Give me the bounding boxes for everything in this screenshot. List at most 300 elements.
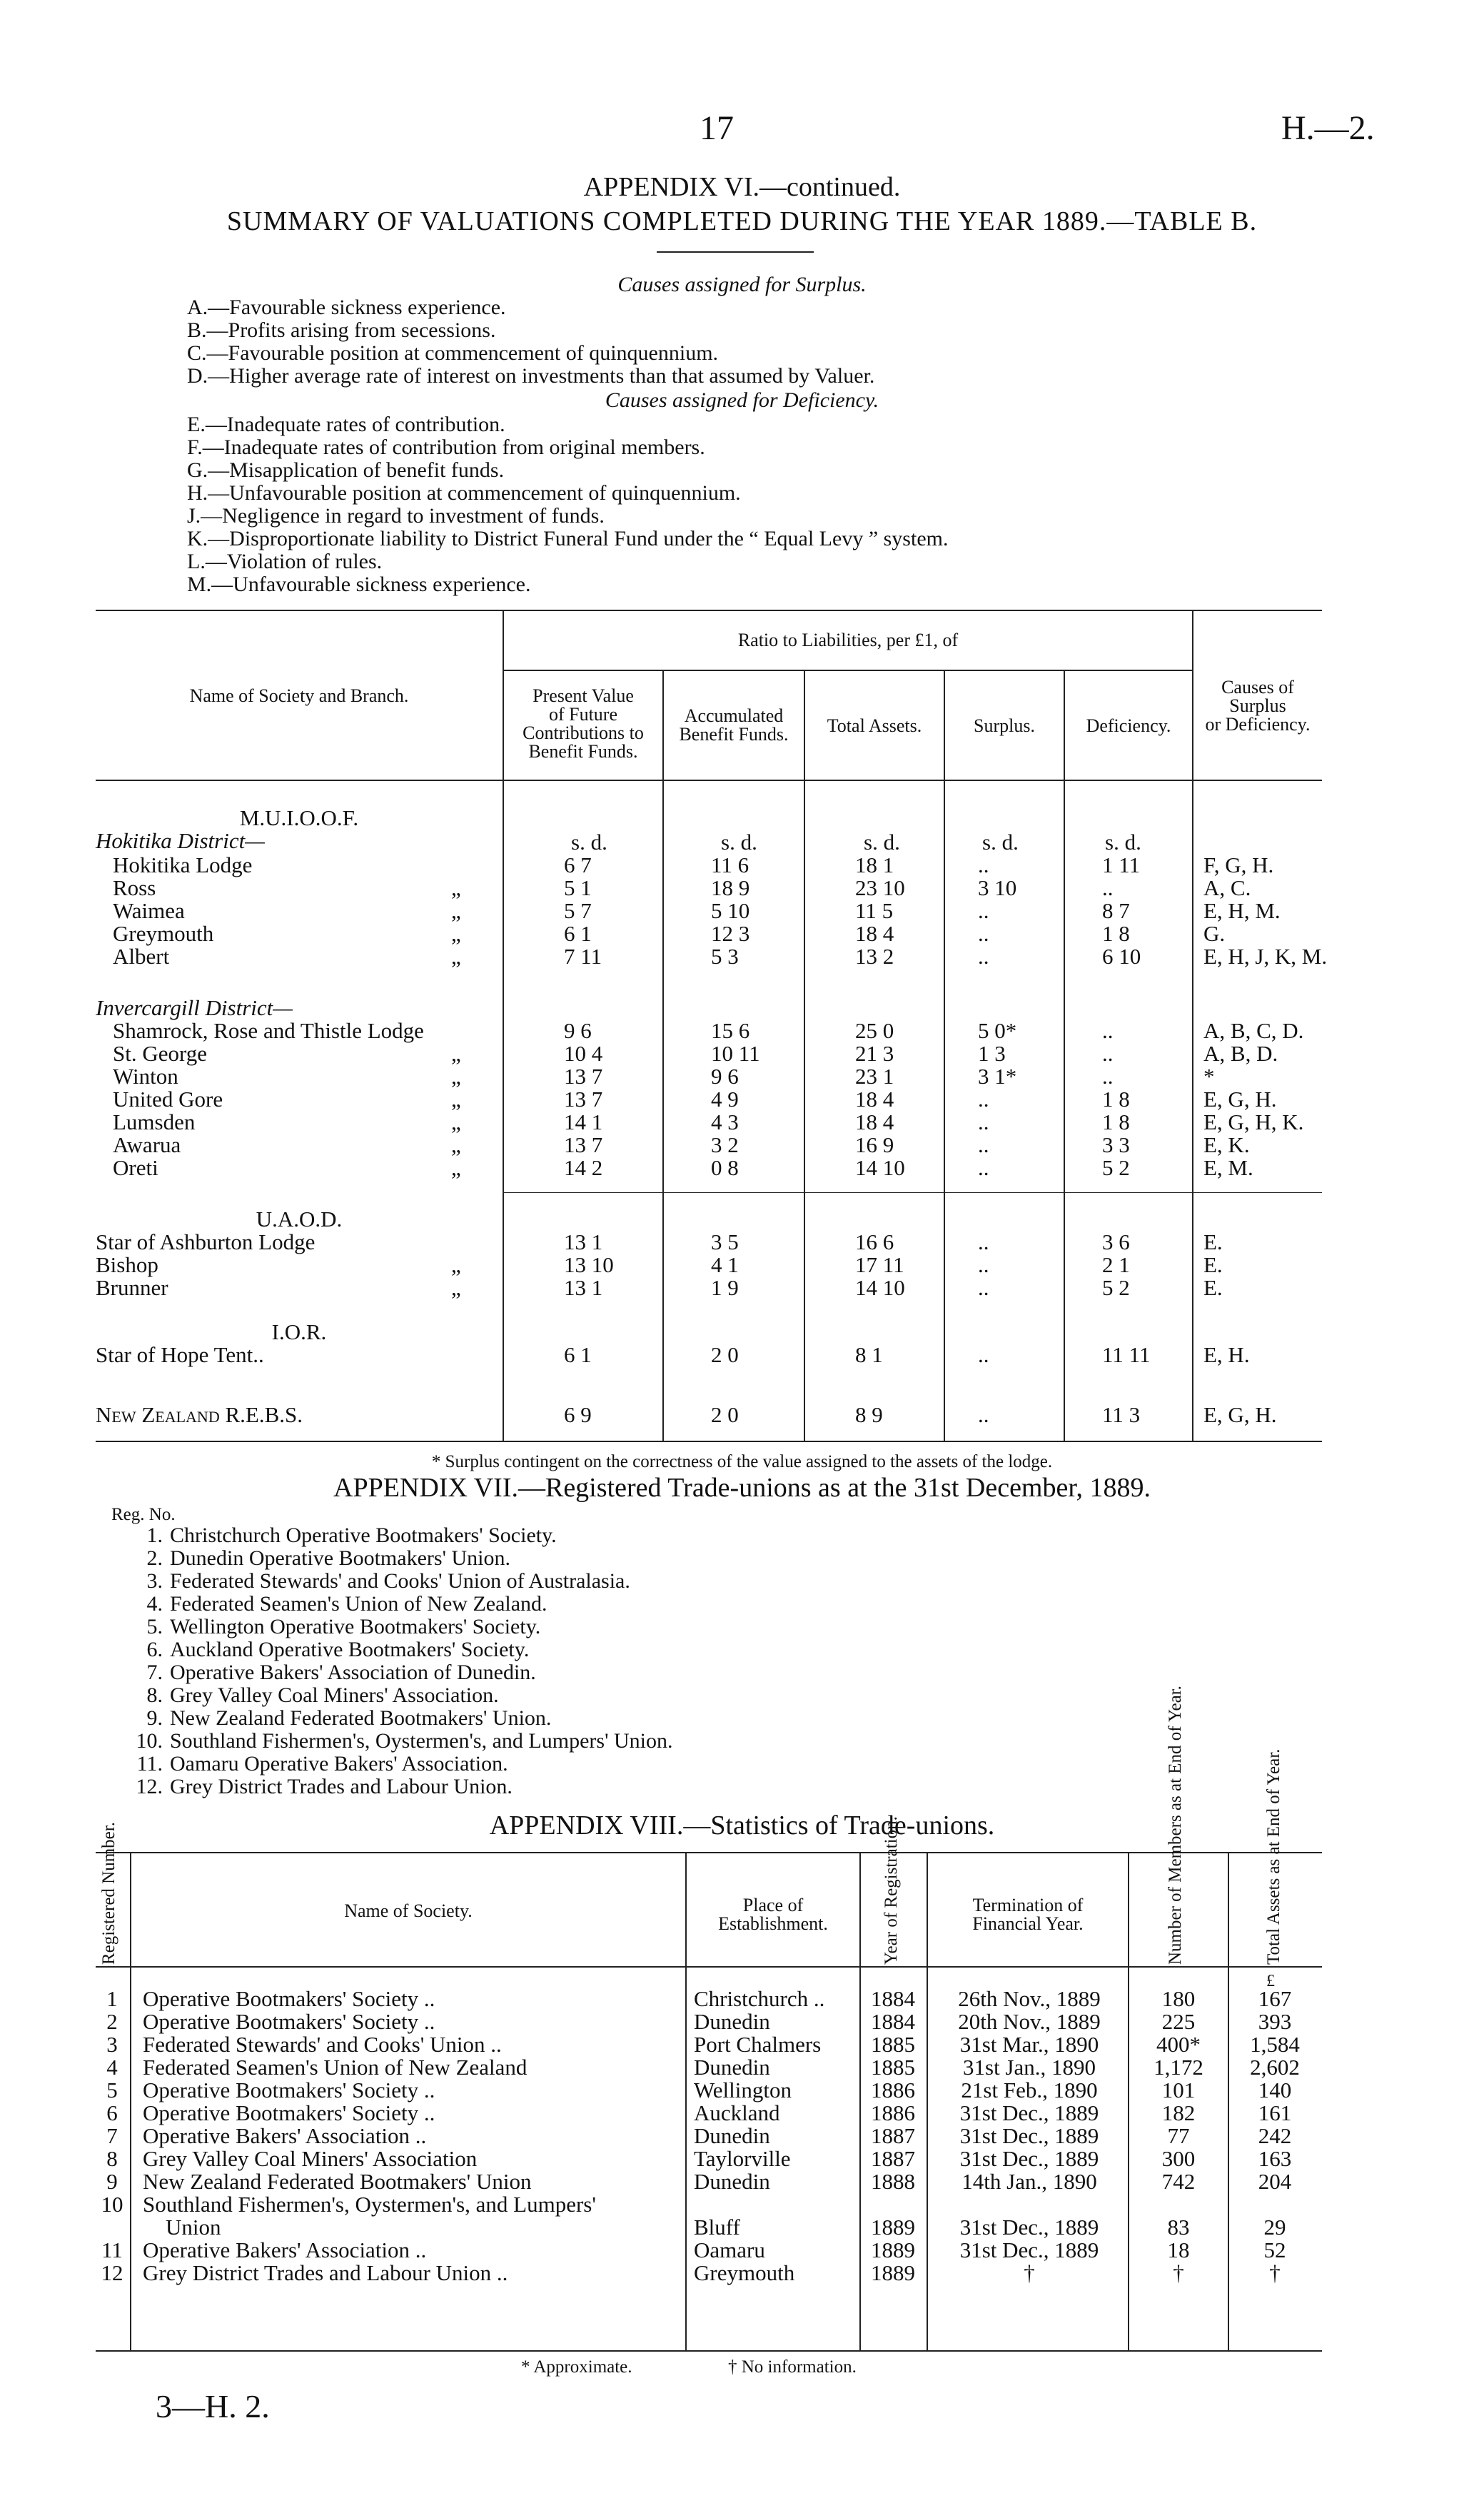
cell-reg-number: 1	[106, 1986, 118, 2011]
cell-present: 6 9	[564, 1402, 592, 1427]
cell-surplus: ..	[978, 944, 989, 969]
cell-place: Greymouth	[694, 2260, 795, 2285]
table-row	[0, 2260, 1484, 2283]
cell-members: 300	[1161, 2146, 1196, 2171]
union-name: Federated Seamen's Union of New Zealand.	[170, 1592, 547, 1616]
society-branch-name: Bishop	[96, 1252, 158, 1277]
cell-assets: 393	[1258, 2009, 1292, 2034]
cell-termination: 21st Feb., 1890	[961, 2078, 1098, 2102]
cell-year: 1884	[871, 1986, 915, 2011]
cell-accum: 4 3	[711, 1109, 739, 1134]
cell-surplus: ..	[978, 1252, 989, 1277]
cell-surplus: ..	[978, 1132, 989, 1157]
registration-number: 1.	[146, 1524, 163, 1547]
cell-deficiency: 2 1	[1102, 1252, 1130, 1277]
cell-accum: 0 8	[711, 1155, 739, 1180]
society-branch-name: Hokitika Lodge	[113, 852, 253, 877]
district-label: Invercargill District—	[96, 995, 293, 1020]
cell-assets: 242	[1258, 2123, 1292, 2148]
cell-place: Auckland	[694, 2100, 780, 2125]
table-row	[0, 852, 1484, 875]
cell-accum: 3 2	[711, 1132, 739, 1157]
union-name: Southland Fishermen's, Oystermen's, and Lumpers' Union.	[170, 1729, 673, 1753]
cell-termination: 31st Jan., 1890	[963, 2055, 1096, 2080]
society-branch-name: Star of Hope Tent..	[96, 1342, 264, 1367]
col-header-registered-number: Registered Number.	[99, 1822, 118, 1965]
footnote-approximate: * Approximate.	[521, 2357, 632, 2377]
cell-society-name: Operative Bootmakers' Society ..	[143, 2009, 435, 2034]
society-branch-name: Star of Ashburton Lodge	[96, 1229, 316, 1254]
cell-accum: 10 11	[711, 1041, 760, 1066]
registration-number: 9.	[146, 1706, 163, 1730]
ditto-mark: „	[451, 1087, 461, 1112]
society-branch-name: St. George	[113, 1041, 208, 1066]
union-name: Dunedin Operative Bootmakers' Union.	[170, 1546, 510, 1570]
table-row	[0, 2078, 1484, 2100]
ditto-mark: „	[451, 1275, 461, 1300]
cell-termination: 20th Nov., 1889	[958, 2009, 1101, 2034]
union-name: Federated Stewards' and Cooks' Union of Australasia.	[170, 1569, 630, 1593]
cell-assets: 204	[1258, 2169, 1292, 2194]
society-branch-name: Winton	[113, 1064, 178, 1089]
union-name: Operative Bakers' Association of Dunedin.	[170, 1661, 536, 1684]
union-name: Wellington Operative Bootmakers' Society.	[170, 1615, 541, 1638]
table-row	[0, 1087, 1484, 1112]
cell-present: 6 1	[564, 921, 592, 946]
registration-number: 5.	[146, 1615, 163, 1638]
cell-causes: E.	[1203, 1275, 1223, 1300]
registered-union-item	[121, 1524, 557, 1548]
registration-number: 7.	[146, 1661, 163, 1684]
cell-accum: 5 3	[711, 944, 739, 969]
cell-causes: A, B, C, D.	[1203, 1018, 1304, 1043]
registration-number: 10.	[136, 1729, 163, 1753]
registered-union-item	[121, 1661, 536, 1685]
registered-union-item	[121, 1615, 540, 1639]
district-label: Hokitika District—	[96, 828, 265, 853]
deficiency-cause: E.—Inadequate rates of contribution.	[187, 413, 505, 436]
cell-surplus: ..	[978, 1402, 989, 1427]
cell-total: 13 2	[855, 944, 894, 969]
cell-society-name: Operative Bootmakers' Society ..	[143, 2078, 435, 2102]
registered-union-item	[121, 1706, 551, 1731]
table-row	[0, 2237, 1484, 2260]
document-reference: H.—2.	[1281, 109, 1375, 147]
cell-place: Oamaru	[694, 2237, 765, 2262]
cell-members: 18	[1167, 2237, 1190, 2262]
cell-causes: G.	[1203, 921, 1226, 946]
table-row	[0, 2169, 1484, 2192]
cell-reg-number: 9	[106, 2169, 118, 2194]
cell-accum: 3 5	[711, 1229, 739, 1254]
registration-number: 8.	[146, 1683, 163, 1707]
cell-assets: 163	[1258, 2146, 1292, 2171]
cell-reg-number: 7	[106, 2123, 118, 2148]
col-header-assets: Total Assets as at End of Year.	[1264, 1748, 1283, 1965]
table-row	[0, 2100, 1484, 2123]
ditto-mark: „	[451, 1041, 461, 1066]
cell-total: 16 6	[855, 1229, 894, 1254]
cell-members: 77	[1167, 2123, 1190, 2148]
cell-assets: 140	[1258, 2078, 1292, 2102]
col-header-present-value: Present Value of Future Contributions to Benefit Funds.	[523, 685, 644, 762]
cell-reg-number: 2	[106, 2009, 118, 2034]
cell-present: 5 1	[564, 875, 592, 900]
cell-surplus: 1 3	[978, 1041, 1006, 1066]
cell-deficiency: 11 11	[1102, 1342, 1151, 1367]
cell-causes: E.	[1203, 1229, 1223, 1254]
cell-members: 180	[1161, 1986, 1196, 2011]
cell-surplus: ..	[978, 852, 989, 877]
cell-causes: F, G, H.	[1203, 852, 1274, 877]
cell-place: Dunedin	[694, 2055, 770, 2080]
registration-number: 4.	[146, 1592, 163, 1616]
cell-assets: 52	[1263, 2237, 1286, 2262]
table-row	[0, 1229, 1484, 1252]
cell-place: Bluff	[694, 2215, 740, 2240]
cell-reg-number: 5	[106, 2078, 118, 2102]
table-row	[0, 921, 1484, 944]
cell-accum: 12 3	[711, 921, 750, 946]
cell-deficiency: 11 3	[1102, 1402, 1141, 1427]
cell-termination: 31st Dec., 1889	[959, 2237, 1099, 2262]
cell-assets: 2,602	[1250, 2055, 1300, 2080]
table-row	[0, 898, 1484, 921]
table-b-footnote: * Surplus contingent on the correctness of the value assigned to the assets of the lodge.	[431, 1452, 1053, 1471]
table-row	[0, 2192, 1484, 2215]
cell-causes: E, K.	[1203, 1132, 1250, 1157]
cell-accum: 9 6	[711, 1064, 739, 1089]
cell-place: Christchurch ..	[694, 1986, 825, 2011]
cell-assets: 161	[1258, 2100, 1292, 2125]
society-branch-name: Ross	[113, 875, 156, 900]
col-header-causes: Causes of Surplus or Deficiency.	[1205, 677, 1311, 735]
col-header-society-name: Name of Society.	[344, 1900, 473, 1921]
appendix-seven-title: APPENDIX VII.—Registered Trade-unions as at the 31st December, 1889.	[333, 1473, 1151, 1503]
cell-members: †	[1173, 2260, 1184, 2285]
table-row	[0, 1132, 1484, 1155]
table-row	[0, 1275, 1484, 1298]
group-label: I.O.R.	[271, 1319, 327, 1344]
cell-deficiency: ..	[1102, 875, 1114, 900]
registration-number: 6.	[146, 1638, 163, 1661]
units-row: s. d. s. d. s. d. s. d. s. d.	[571, 830, 1141, 855]
union-name: Oamaru Operative Bakers' Association.	[170, 1752, 508, 1776]
registered-union-item	[121, 1569, 630, 1593]
cell-members: 182	[1161, 2100, 1196, 2125]
registered-union-item	[121, 1683, 499, 1708]
cell-members: 225	[1161, 2009, 1196, 2034]
surplus-cause: D.—Higher average rate of interest on investments than that assumed by Valuer.	[187, 364, 875, 388]
cell-year: 1885	[871, 2032, 915, 2057]
society-branch-name: New Zealand R.E.B.S.	[96, 1402, 303, 1427]
deficiency-cause: M.—Unfavourable sickness experience.	[187, 573, 531, 596]
cell-termination: 31st Mar., 1890	[959, 2032, 1099, 2057]
cell-society-name: Operative Bakers' Association ..	[143, 2123, 427, 2148]
cell-accum: 15 6	[711, 1018, 750, 1043]
col-header-members: Number of Members as at End of Year.	[1166, 1686, 1185, 1965]
cell-total: 23 1	[855, 1064, 894, 1089]
cell-assets: 1,584	[1250, 2032, 1300, 2057]
table-row	[0, 2032, 1484, 2055]
cell-society-name: Federated Stewards' and Cooks' Union ..	[143, 2032, 502, 2057]
cell-causes: E.	[1203, 1252, 1223, 1277]
cell-year: 1886	[871, 2100, 915, 2125]
col-header-total-assets: Total Assets.	[827, 715, 922, 736]
registration-number: 2.	[146, 1546, 163, 1570]
cell-total: 21 3	[855, 1041, 894, 1066]
cell-present: 6 7	[564, 852, 592, 877]
cell-causes: E, H, M.	[1203, 898, 1281, 923]
reg-no-label: Reg. No.	[111, 1505, 176, 1524]
society-branch-name: Brunner	[96, 1275, 168, 1300]
cell-place: Wellington	[694, 2078, 792, 2102]
cell-deficiency: 3 6	[1102, 1229, 1130, 1254]
cell-total: 11 5	[855, 898, 894, 923]
ditto-mark: „	[451, 1109, 461, 1134]
cell-causes: E, H, J, K, M.	[1203, 944, 1328, 969]
cell-accum: 2 0	[711, 1342, 739, 1367]
deficiency-cause: G.—Misapplication of benefit funds.	[187, 458, 505, 482]
union-name: Christchurch Operative Bootmakers' Society.	[170, 1524, 557, 1547]
ratio-heading: Ratio to Liabilities, per £1, of	[737, 630, 959, 650]
cell-present: 6 1	[564, 1342, 592, 1367]
cell-reg-number: 6	[106, 2100, 118, 2125]
group-label: M.U.I.O.O.F.	[239, 805, 359, 830]
deficiency-cause: K.—Disproportionate liability to District Funeral Fund under the “ Equal Levy ” system.	[187, 527, 949, 550]
cell-members: 101	[1161, 2078, 1196, 2102]
ditto-mark: „	[451, 944, 461, 969]
cell-surplus: ..	[978, 921, 989, 946]
registered-union-item	[121, 1638, 529, 1662]
union-name: Grey District Trades and Labour Union.	[170, 1775, 513, 1798]
cell-causes: *	[1203, 1064, 1215, 1089]
cell-deficiency: 5 2	[1102, 1155, 1130, 1180]
cell-society-name: Operative Bootmakers' Society ..	[143, 1986, 435, 2011]
cell-causes: E, G, H.	[1203, 1402, 1277, 1427]
society-branch-name: Shamrock, Rose and Thistle Lodge	[113, 1018, 424, 1043]
cell-causes: E, M.	[1203, 1155, 1253, 1180]
cell-members: 400*	[1156, 2032, 1201, 2057]
surplus-cause: B.—Profits arising from secessions.	[187, 318, 496, 342]
cell-accum: 2 0	[711, 1402, 739, 1427]
cell-deficiency: ..	[1102, 1041, 1114, 1066]
col-header-name: Name of Society and Branch.	[189, 685, 409, 706]
table-b-title: SUMMARY OF VALUATIONS COMPLETED DURING THE YEAR 1889.—TABLE B.	[226, 206, 1258, 236]
ditto-mark: „	[451, 898, 461, 923]
cell-deficiency: ..	[1102, 1064, 1114, 1089]
cell-assets: 167	[1258, 1986, 1292, 2011]
registration-number: 3.	[146, 1569, 163, 1593]
ditto-mark: „	[451, 1155, 461, 1180]
cell-present: 13 7	[564, 1132, 603, 1157]
registration-number: 12.	[136, 1775, 163, 1798]
cell-reg-number: 4	[106, 2055, 118, 2080]
registered-union-item	[121, 1775, 513, 1799]
cell-causes: A, C.	[1203, 875, 1251, 900]
cell-society-name: Operative Bakers' Association ..	[143, 2237, 427, 2262]
society-branch-name: Awarua	[113, 1132, 181, 1157]
society-branch-name: Oreti	[113, 1155, 158, 1180]
cell-year: 1885	[871, 2055, 915, 2080]
cell-causes: E, H.	[1203, 1342, 1250, 1367]
cell-present: 9 6	[564, 1018, 592, 1043]
cell-total: 25 0	[855, 1018, 894, 1043]
cell-reg-number: 8	[106, 2146, 118, 2171]
cell-total: 8 9	[855, 1402, 883, 1427]
society-branch-name: Greymouth	[113, 921, 214, 946]
cell-deficiency: 5 2	[1102, 1275, 1130, 1300]
cell-reg-number: 3	[106, 2032, 118, 2057]
cell-place: Taylorville	[694, 2146, 791, 2171]
cell-total: 14 10	[855, 1275, 905, 1300]
cell-deficiency: 1 8	[1102, 1087, 1130, 1112]
cell-deficiency: 1 8	[1102, 921, 1130, 946]
cell-accum: 5 10	[711, 898, 750, 923]
cell-deficiency: 1 11	[1102, 852, 1141, 877]
cell-termination: 31st Dec., 1889	[959, 2100, 1099, 2125]
col-header-deficiency: Deficiency.	[1086, 715, 1171, 736]
cell-surplus: 3 1*	[978, 1064, 1017, 1089]
currency-label: £	[1266, 1972, 1275, 1990]
cell-society-name: Union	[166, 2215, 221, 2240]
cell-total: 17 11	[855, 1252, 904, 1277]
cell-deficiency: 8 7	[1102, 898, 1130, 923]
cell-surplus: 3 10	[978, 875, 1017, 900]
cell-present: 13 7	[564, 1064, 603, 1089]
cell-causes: E, G, H, K.	[1203, 1109, 1304, 1134]
ditto-mark: „	[451, 875, 461, 900]
cell-accum: 4 1	[711, 1252, 739, 1277]
cell-reg-number: 10	[101, 2192, 123, 2217]
cell-members: 83	[1167, 2215, 1190, 2240]
cell-deficiency: 1 8	[1102, 1109, 1130, 1134]
ditto-mark: „	[451, 1132, 461, 1157]
deficiency-cause: F.—Inadequate rates of contribution from original members.	[187, 435, 705, 459]
cell-place: Dunedin	[694, 2169, 770, 2194]
deficiency-cause: J.—Negligence in regard to investment of funds.	[187, 504, 605, 528]
cell-year: 1889	[871, 2260, 915, 2285]
cell-year: 1884	[871, 2009, 915, 2034]
table-row	[0, 2055, 1484, 2078]
cell-total: 23 10	[855, 875, 905, 900]
society-branch-name: Lumsden	[113, 1109, 196, 1134]
cell-year: 1887	[871, 2123, 915, 2148]
table-row	[0, 1041, 1484, 1064]
cell-year: 1887	[871, 2146, 915, 2171]
cell-termination: 31st Dec., 1889	[959, 2215, 1099, 2240]
table-row	[0, 1986, 1484, 2009]
union-name: Grey Valley Coal Miners' Association.	[170, 1683, 499, 1707]
cell-present: 14 1	[564, 1109, 603, 1134]
table-row	[0, 2215, 1484, 2240]
cell-present: 13 10	[564, 1252, 614, 1277]
cell-surplus: ..	[978, 1109, 989, 1134]
table-row	[0, 2009, 1484, 2032]
col-header-accumulated: Accumulated Benefit Funds.	[679, 705, 789, 745]
registration-number: 11.	[136, 1752, 163, 1776]
col-header-termination: Termination of Financial Year.	[972, 1895, 1084, 1934]
cell-present: 13 7	[564, 1087, 603, 1112]
deficiency-causes-heading: Causes assigned for Deficiency.	[605, 388, 879, 412]
cell-present: 14 2	[564, 1155, 603, 1180]
cell-total: 18 4	[855, 1109, 894, 1134]
cell-total: 18 4	[855, 921, 894, 946]
table-row	[0, 875, 1484, 898]
cell-year: 1886	[871, 2078, 915, 2102]
table-row	[0, 944, 1484, 967]
cell-present: 10 4	[564, 1041, 603, 1066]
cell-society-name: Southland Fishermen's, Oystermen's, and Lumpers'	[143, 2192, 596, 2217]
cell-society-name: Federated Seamen's Union of New Zealand	[143, 2055, 528, 2080]
cell-termination: 31st Dec., 1889	[959, 2146, 1099, 2171]
ditto-mark: „	[451, 1064, 461, 1089]
cell-reg-number: 12	[101, 2260, 123, 2285]
cell-surplus: ..	[978, 1229, 989, 1254]
cell-members: 742	[1161, 2169, 1196, 2194]
registered-union-item	[121, 1592, 547, 1616]
cell-present: 13 1	[564, 1229, 603, 1254]
cell-society-name: Grey District Trades and Labour Union ..	[143, 2260, 508, 2285]
page-number: 17	[700, 109, 734, 147]
cell-society-name: Grey Valley Coal Miners' Association	[143, 2146, 478, 2171]
cell-present: 13 1	[564, 1275, 603, 1300]
cell-reg-number: 11	[101, 2237, 123, 2262]
cell-society-name: New Zealand Federated Bootmakers' Union	[143, 2169, 532, 2194]
cell-year: 1889	[871, 2215, 915, 2240]
cell-total: 18 4	[855, 1087, 894, 1112]
table-row	[0, 1064, 1484, 1087]
surplus-cause: A.—Favourable sickness experience.	[187, 296, 506, 319]
page-signature: 3—H. 2.	[156, 2388, 270, 2424]
cell-accum: 1 9	[711, 1275, 739, 1300]
cell-surplus: ..	[978, 898, 989, 923]
cell-surplus: ..	[978, 1087, 989, 1112]
cell-total: 8 1	[855, 1342, 883, 1367]
cell-year: 1889	[871, 2237, 915, 2262]
cell-deficiency: 3 3	[1102, 1132, 1130, 1157]
cell-deficiency: 6 10	[1102, 944, 1141, 969]
cell-accum: 11 6	[711, 852, 749, 877]
deficiency-cause: L.—Violation of rules.	[187, 550, 383, 573]
cell-causes: E, G, H.	[1203, 1087, 1277, 1112]
cell-members: 1,172	[1154, 2055, 1203, 2080]
cell-causes: A, B, D.	[1203, 1041, 1278, 1066]
table-row	[0, 1342, 1484, 1365]
society-branch-name: Albert	[113, 944, 170, 969]
table-row	[0, 2146, 1484, 2169]
cell-place: Dunedin	[694, 2009, 770, 2034]
registered-union-item	[121, 1546, 510, 1571]
cell-assets: †	[1269, 2260, 1281, 2285]
ditto-mark: „	[451, 921, 461, 946]
cell-society-name: Operative Bootmakers' Society ..	[143, 2100, 435, 2125]
cell-termination: 14th Jan., 1890	[961, 2169, 1097, 2194]
cell-place: Dunedin	[694, 2123, 770, 2148]
society-branch-name: Waimea	[113, 898, 185, 923]
col-header-place: Place of Establishment.	[718, 1895, 828, 1934]
table-row	[0, 1252, 1484, 1275]
cell-present: 5 7	[564, 898, 592, 923]
cell-present: 7 11	[564, 944, 602, 969]
table-row	[0, 2123, 1484, 2146]
table-row	[0, 1402, 1484, 1425]
appendix-eight-title: APPENDIX VIII.—Statistics of Trade-unions.	[489, 1811, 995, 1840]
cell-termination: 31st Dec., 1889	[959, 2123, 1099, 2148]
footnote-no-information: † No information.	[728, 2357, 857, 2377]
cell-surplus: ..	[978, 1342, 989, 1367]
society-branch-name: United Gore	[113, 1087, 223, 1112]
